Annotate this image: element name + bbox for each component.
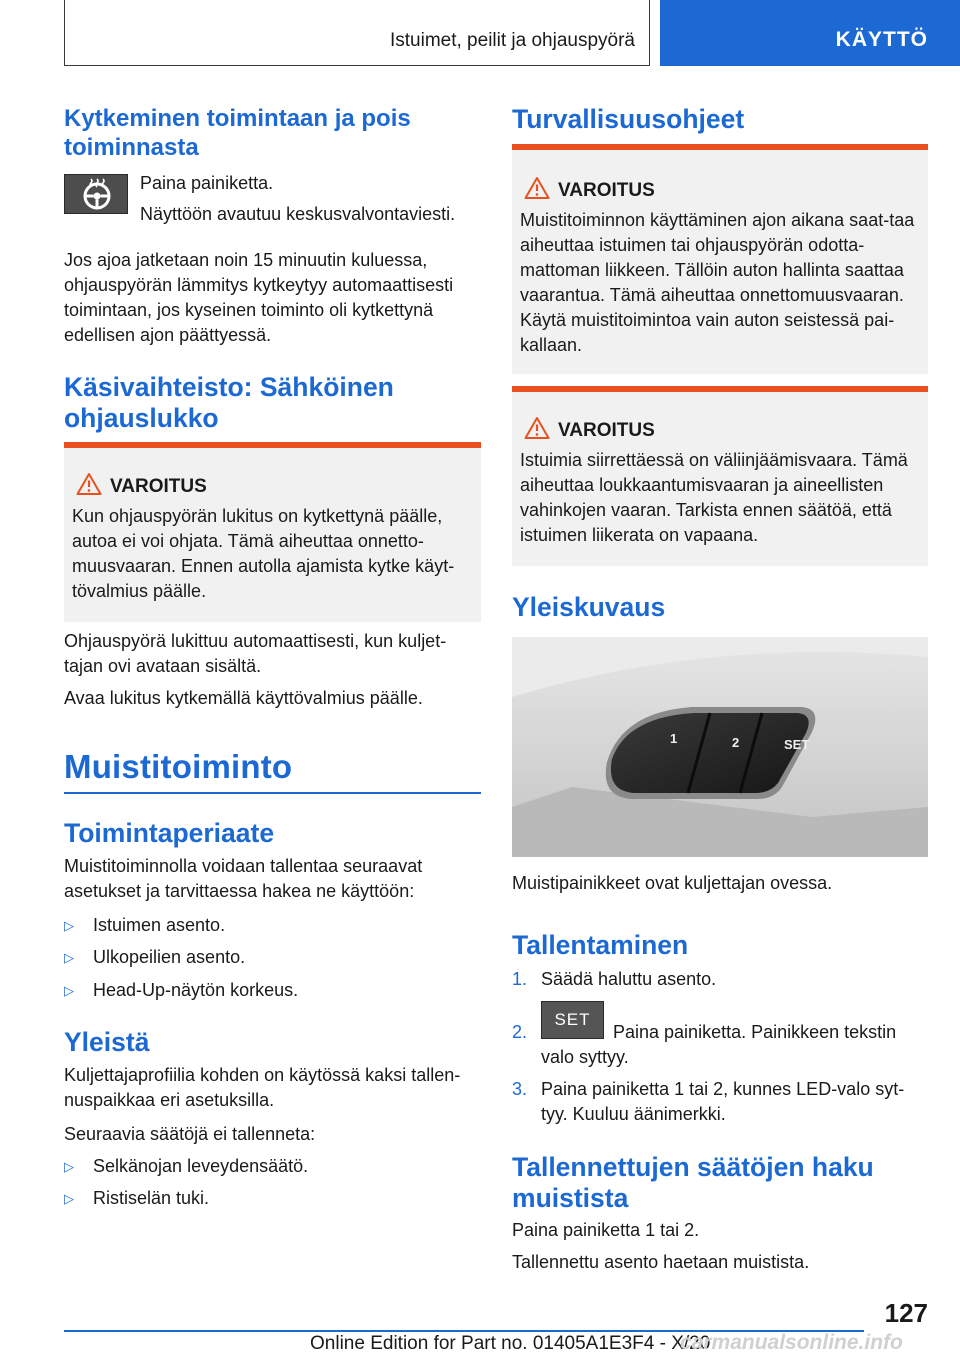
heading-principle: Toimintaperiaate (64, 818, 275, 848)
heading-recall: Tallennettujen säätöjen haku muistista (512, 1152, 874, 1213)
bullet-triangle-icon: ▷ (64, 950, 74, 965)
bullet-triangle-icon: ▷ (64, 918, 74, 933)
steering-wheel-heating-icon (65, 175, 129, 215)
warning-triangle-icon (524, 416, 550, 440)
steering-wheel-heating-button-icon (64, 174, 128, 214)
heading-save: Tallentaminen (512, 930, 689, 960)
general-paragraph-2: Seuraavia säätöjä ei tallenneta: (64, 1124, 316, 1144)
footer-edition: Online Edition for Part no. 01405A1E3F4 - X/20 (310, 1333, 711, 1354)
heading-general: Yleistä (64, 1027, 150, 1057)
heading-safety: Turvallisuusohjeet (512, 104, 745, 134)
bullet-triangle-icon: ▷ (64, 983, 74, 998)
warning-text: Istuimia siirrettäessä on väliinjäämisvaara. Tämä aiheuttaa loukkaantumisvaaran ja aineellisten vahinkojen vaaran. Tarkista ennen säätöä, että istuimen liikerata on vapaana. (520, 450, 908, 545)
warning-text: Muistitoiminnon käyttäminen ajon aikana saat-taa aiheuttaa istuimen tai ohjauspyörän odotta-mattoman liikkeen. Tällöin auton hallinta saattaa vaarantua. Tämä aiheuttaa onnettomuusvaaran. Käytä muistitoimintoa vain auton seistessä pai-kallaan. (520, 210, 915, 355)
toggle-step-1: Paina painiketta. (140, 173, 274, 193)
heading-overview: Yleiskuvaus (512, 592, 666, 622)
warning-title: VAROITUS (558, 420, 655, 441)
warning-box-steering-lock (64, 442, 481, 622)
memory-buttons-photo (512, 637, 928, 857)
header-chapter-label: KÄYTTÖ (835, 28, 928, 51)
warning-box-pinching (512, 386, 928, 566)
heading-memory-function: Muistitoiminto (64, 748, 293, 785)
door-panel-illustration (512, 637, 928, 857)
toggle-step-2: Näyttöön avautuu keskusvalvontaviesti. (140, 204, 456, 224)
warning-title: VAROITUS (558, 180, 655, 201)
header-section-title: Istuimet, peilit ja ohjauspyörä (389, 30, 635, 51)
step-text: Paina painiketta. Painikkeen tekstin valo syttyy. (541, 1022, 897, 1067)
toggle-paragraph: Jos ajoa jatketaan noin 15 minuutin kuluessa, ohjauspyörän lämmitys kytkeytyy automaattisesti toimintaan, jos kyseinen toiminto oli kytkettynä edellisen ajon päättyessä. (64, 250, 454, 345)
lock-paragraph-2: Avaa lukitus kytkemällä käyttövalmius päälle. (64, 688, 423, 708)
heading-steering-lock: Käsivaihteisto: Sähköinen ohjauslukko (64, 372, 394, 433)
principle-paragraph: Muistitoiminnolla voidaan tallentaa seuraavat asetukset ja tarvittaessa hakea ne käyttöön: (64, 856, 423, 901)
warning-box-memory-driving (512, 144, 928, 374)
heading-divider (64, 792, 481, 794)
page-number: 127 (884, 1298, 928, 1328)
warning-text: Kun ohjauspyörän lukitus on kytkettynä päälle, autoa ei voi ohjata. Tämä aiheuttaa onnetto-muusvaaran. Ennen autolla ajamista kytke käyt-tövalmius päälle. (72, 506, 455, 601)
header-chapter-tab (660, 0, 960, 66)
bullet-triangle-icon: ▷ (64, 1191, 74, 1206)
photo-caption: Muistipainikkeet ovat kuljettajan ovessa. (512, 873, 833, 893)
photo-button-2-label: 2 (732, 735, 740, 750)
header-section-box (64, 0, 650, 66)
step-number: 3. (512, 1079, 528, 1099)
heading-toggle: Kytkeminen toimintaan ja pois toiminnasta (64, 105, 411, 161)
list-item (512, 1001, 928, 1067)
recall-paragraph-2: Tallennettu asento haetaan muistista. (512, 1252, 810, 1272)
warning-triangle-icon (524, 176, 550, 200)
photo-button-set-label: SET (784, 737, 810, 752)
watermark: carmanualsonline.info (680, 1331, 903, 1354)
set-button-icon: SET (541, 1001, 604, 1039)
step-text: Paina painiketta 1 tai 2, kunnes LED-valo syt-tyy. Kuuluu äänimerkki. (541, 1079, 905, 1124)
step-text: Säädä haluttu asento. (541, 969, 717, 989)
step-number: 2. (512, 1022, 528, 1042)
bullet-triangle-icon: ▷ (64, 1159, 74, 1174)
warning-title: VAROITUS (110, 476, 207, 497)
step-number: 1. (512, 969, 528, 989)
lock-paragraph-1: Ohjauspyörä lukittuu automaattisesti, kun kuljet-tajan ovi avataan sisältä. (64, 631, 447, 676)
warning-triangle-icon (76, 472, 102, 496)
recall-paragraph-1: Paina painiketta 1 tai 2. (512, 1220, 700, 1240)
photo-button-1-label: 1 (670, 731, 678, 746)
general-paragraph-1: Kuljettajaprofiilia kohden on käytössä kaksi tallen-nuspaikkaa eri asetuksilla. (64, 1065, 461, 1110)
